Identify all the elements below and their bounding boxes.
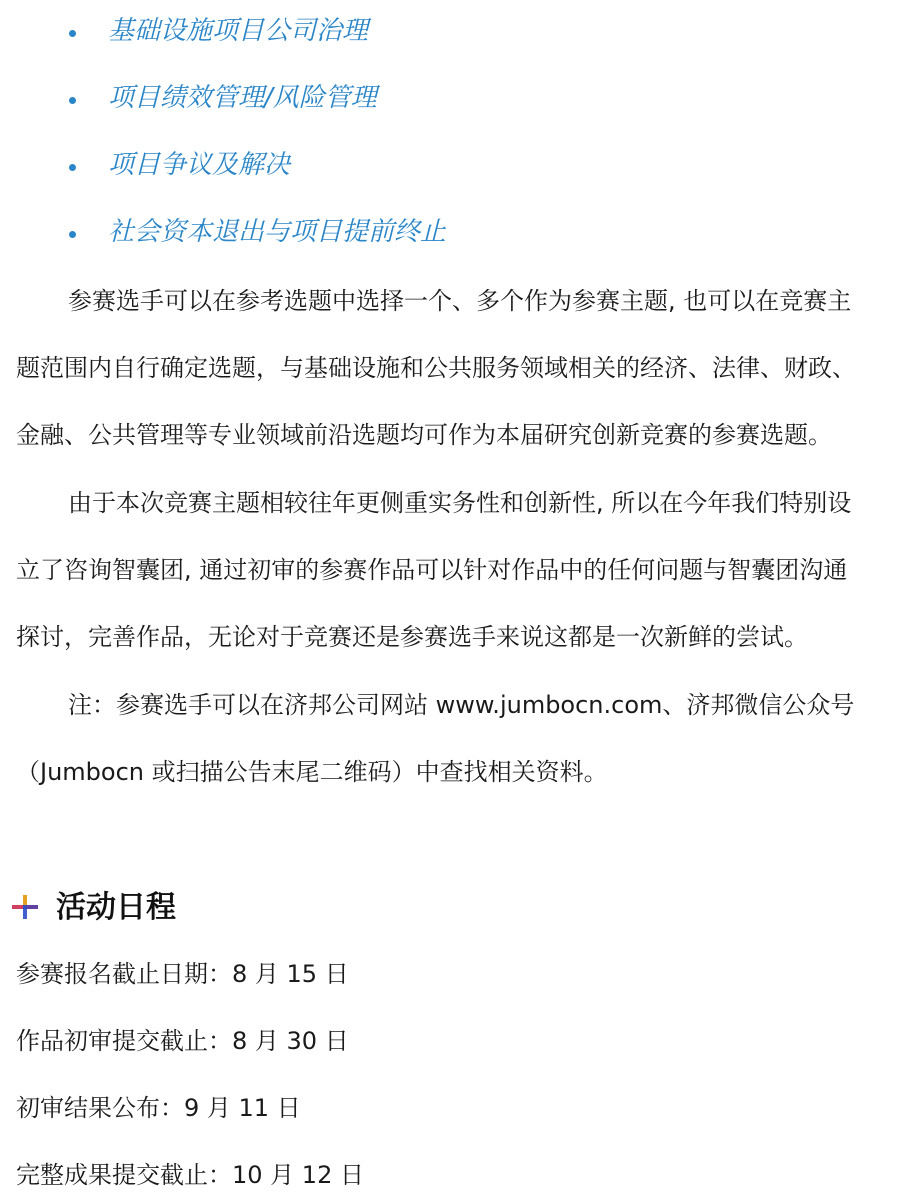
paragraph-line: 立了咨询智囊团, 通过初审的参赛作品可以针对作品中的任何问题与智囊团沟通 (16, 556, 848, 584)
list-item (0, 77, 920, 117)
topic-text: 社会资本退出与项目提前终止 (108, 217, 447, 247)
paragraph-line: 探讨，完善作品，无论对于竞赛还是参赛选手来说这都是一次新鲜的尝试。 (16, 623, 808, 651)
bullet-icon (69, 30, 76, 37)
schedule-item: 作品初审提交截止：8 月 30 日 (16, 1027, 349, 1055)
bullet-icon (69, 231, 76, 238)
schedule-heading (10, 888, 410, 928)
topic-text: 项目绩效管理/风险管理 (108, 83, 377, 113)
bullet-icon (69, 164, 76, 171)
bullet-icon (69, 97, 76, 104)
topic-text: 项目争议及解决 (108, 150, 291, 180)
list-item (0, 144, 920, 184)
paragraph-line: （Jumbocn 或扫描公告末尾二维码）中查找相关资料。 (16, 758, 608, 786)
paragraph-line: 题范围内自行确定选题，与基础设施和公共服务领域相关的经济、法律、财政、 (16, 354, 856, 382)
list-item (0, 211, 920, 251)
paragraph-line: 参赛选手可以在参考选题中选择一个、多个作为参赛主题, 也可以在竞赛主 (68, 287, 852, 315)
paragraph-line: 金融、公共管理等专业领域前沿选题均可作为本届研究创新竞赛的参赛选题。 (16, 421, 832, 449)
schedule-item: 完整成果提交截止：10 月 12 日 (16, 1161, 364, 1189)
list-item (0, 10, 920, 50)
schedule-item: 参赛报名截止日期：8 月 15 日 (16, 960, 349, 988)
section-title: 活动日程 (56, 890, 176, 925)
four-point-star-icon (10, 892, 40, 922)
paragraph-line: 注：参赛选手可以在济邦公司网站 www.jumbocn.com、济邦微信公众号 (68, 691, 855, 719)
paragraph-line: 由于本次竞赛主题相较往年更侧重实务性和创新性, 所以在今年我们特别设 (68, 489, 852, 517)
topic-text: 基础设施项目公司治理 (108, 16, 369, 46)
schedule-item: 初审结果公布：9 月 11 日 (16, 1094, 301, 1122)
